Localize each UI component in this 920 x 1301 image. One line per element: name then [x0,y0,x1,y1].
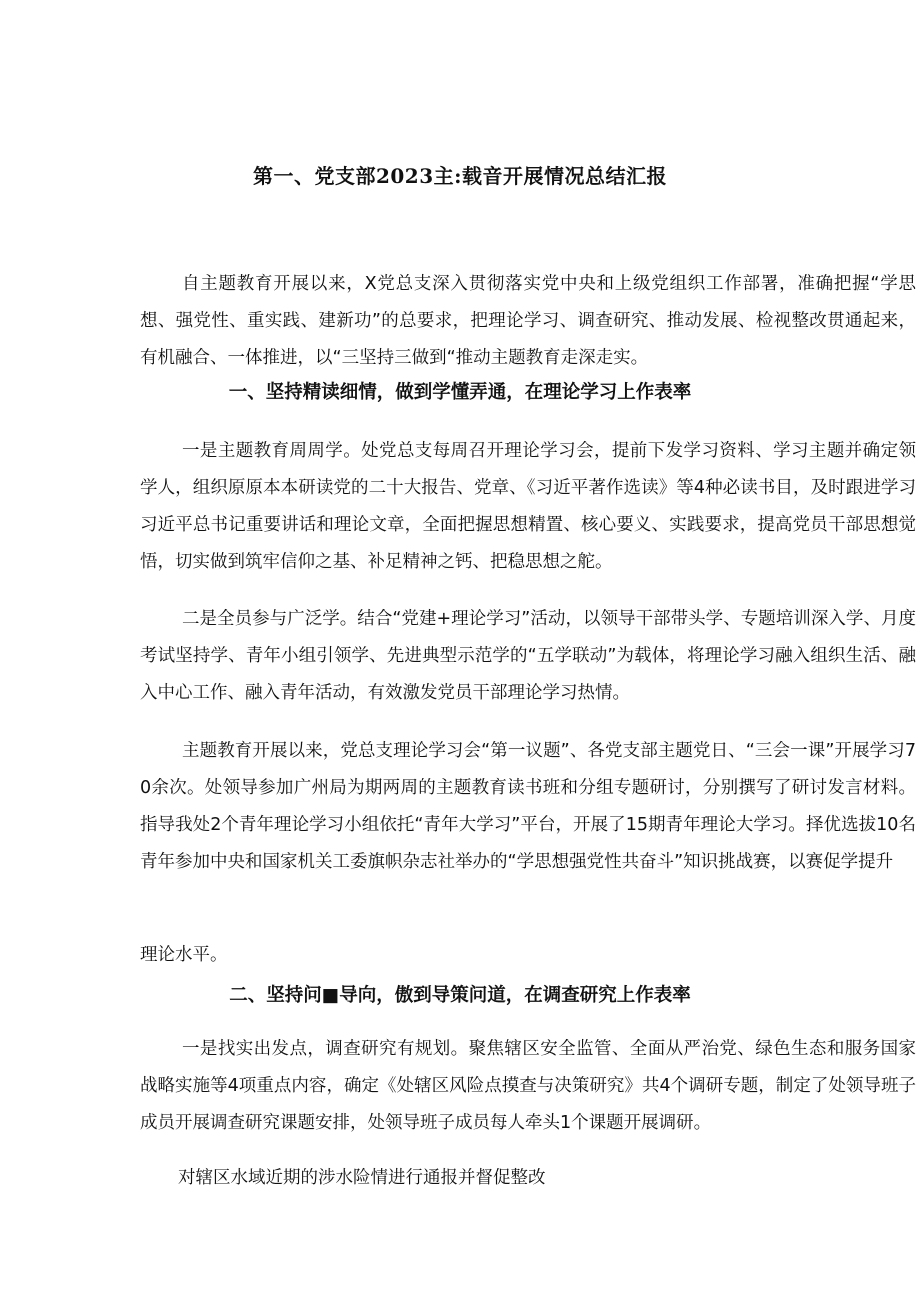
document-title: 第一、党支部2023主:载音开展情况总结汇报 [252,164,668,188]
paragraph-last-line: 对辖区水域近期的涉水险情进行通报并督促整改 [178,1168,546,1188]
paragraph-weekly-study: 一是主题教育周周学。处党总支每周召开理论学习会，提前下发学习资料、学习主题并确定领学人，组织原原本本研读党的二十大报告、党章、《习近平著作选读》等4种必读书目，及时跟进学习习近平总书记重要讲话和理论文章，全面把握思想精置、核心要义、实践要求，提高党员干部思想觉悟，切实做到筑牢信仰之基、补足精神之钙、把稳思想之舵。 [140,441,916,572]
paragraph-research-plan: 一是找实出发点，调查研究有规划。聚焦辖区安全监管、全面从严治党、绿色生态和服务国家战略实施等4项重点内容，确定《处辖区风险点摸查与决策研究》共4个调研专题，制定了处领导班子成员开展调查研究课题安排，处领导班子成员每人牵头1个课题开展调研。 [140,1039,916,1133]
section-heading-2: 二、坚持问■导向，傲到导策问道，在调查研究上作表率 [229,985,691,1006]
intro-paragraph: 自主题教育开展以来，X党总支深入贯彻落实党中央和上级党组织工作部署，准确把握“学思想、强党性、重实践、建新功”的总要求，把理论学习、调查研究、推动发展、检视整改贯通起来，有机融合、一体推进，以“三坚持三做到“推动主题教育走深走实。 [140,274,916,368]
paragraph-study-results: 主题教育开展以来，党总支理论学习会“第一议题”、各党支部主题党日、“三会一课”开展学习70余次。处领导参加广州局为期两周的主题教育读书班和分组专题研讨，分别撰写了研讨发言材料。指导我处2个青年理论学习小组依托“青年大学习”平台，开展了15期青年理论大学习。择优选拔10名青年参加中央和国家机关工委旗帜杂志社举办的“学思想强党性共奋斗”知识挑战赛，以赛促学提升 [140,741,916,872]
paragraph-study-results-tail: 理论水平。 [140,945,228,965]
paragraph-all-staff-study: 二是全员参与广泛学。结合“党建+理论学习”活动，以领导干部带头学、专题培训深入学、月度考试坚持学、青年小组引领学、先进典型示范学的“五学联动”为载体，将理论学习融入组织生活、融入中心工作、融入青年活动，有效激发党员干部理论学习热情。 [140,609,916,703]
section-heading-1: 一、坚持精读细情，做到学懂弄通，在理论学习上作表率 [228,382,692,403]
